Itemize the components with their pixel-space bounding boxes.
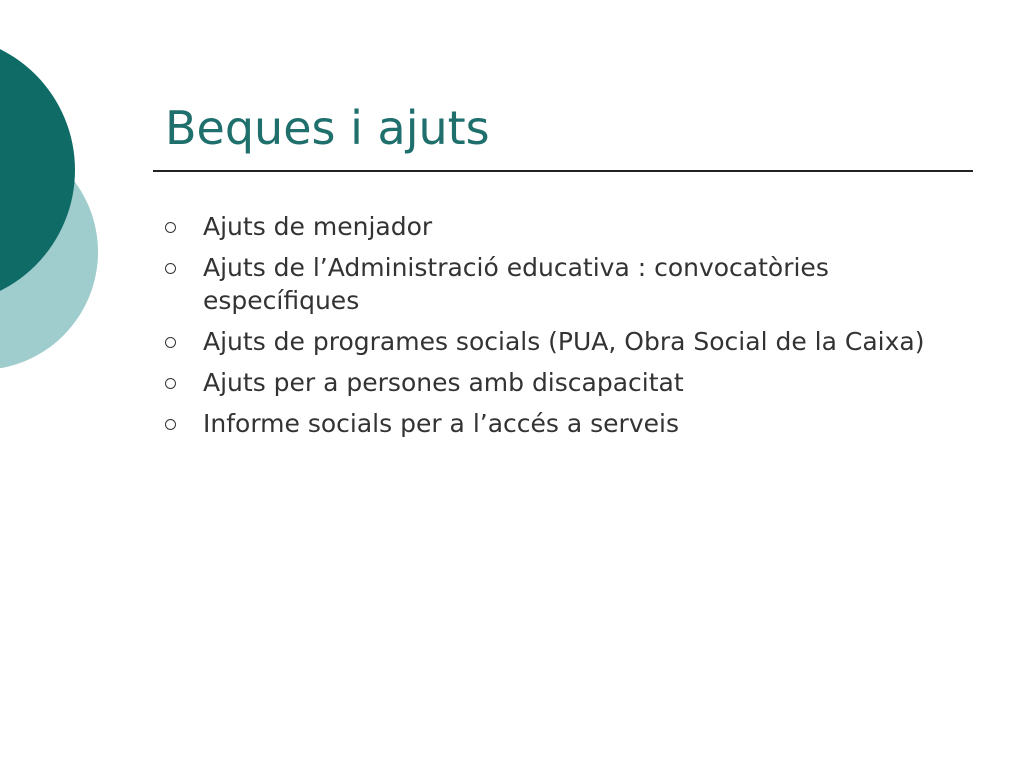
slide-title: Beques i ajuts <box>165 101 490 155</box>
bullet-text: Ajuts per a persones amb discapacitat <box>203 368 684 397</box>
bullet-list <box>163 210 953 448</box>
hollow-circle-bullet-icon <box>165 222 176 233</box>
bullet-text: Ajuts de programes socials (PUA, Obra Social de la Caixa) <box>203 327 925 356</box>
bullet-item <box>163 366 953 399</box>
bullet-text: Informe socials per a l’accés a serveis <box>203 409 679 438</box>
title-underline <box>153 170 973 172</box>
bullet-text: Ajuts de l’Administració educativa : convocatòries específiques <box>203 253 829 315</box>
hollow-circle-bullet-icon <box>165 263 176 274</box>
hollow-circle-bullet-icon <box>165 419 176 430</box>
bullet-item <box>163 407 953 440</box>
bullet-item <box>163 325 953 358</box>
decorative-circles <box>0 0 120 420</box>
bullet-item <box>163 251 953 317</box>
hollow-circle-bullet-icon <box>165 378 176 389</box>
bullet-text: Ajuts de menjador <box>203 212 433 241</box>
bullet-item <box>163 210 953 243</box>
hollow-circle-bullet-icon <box>165 337 176 348</box>
